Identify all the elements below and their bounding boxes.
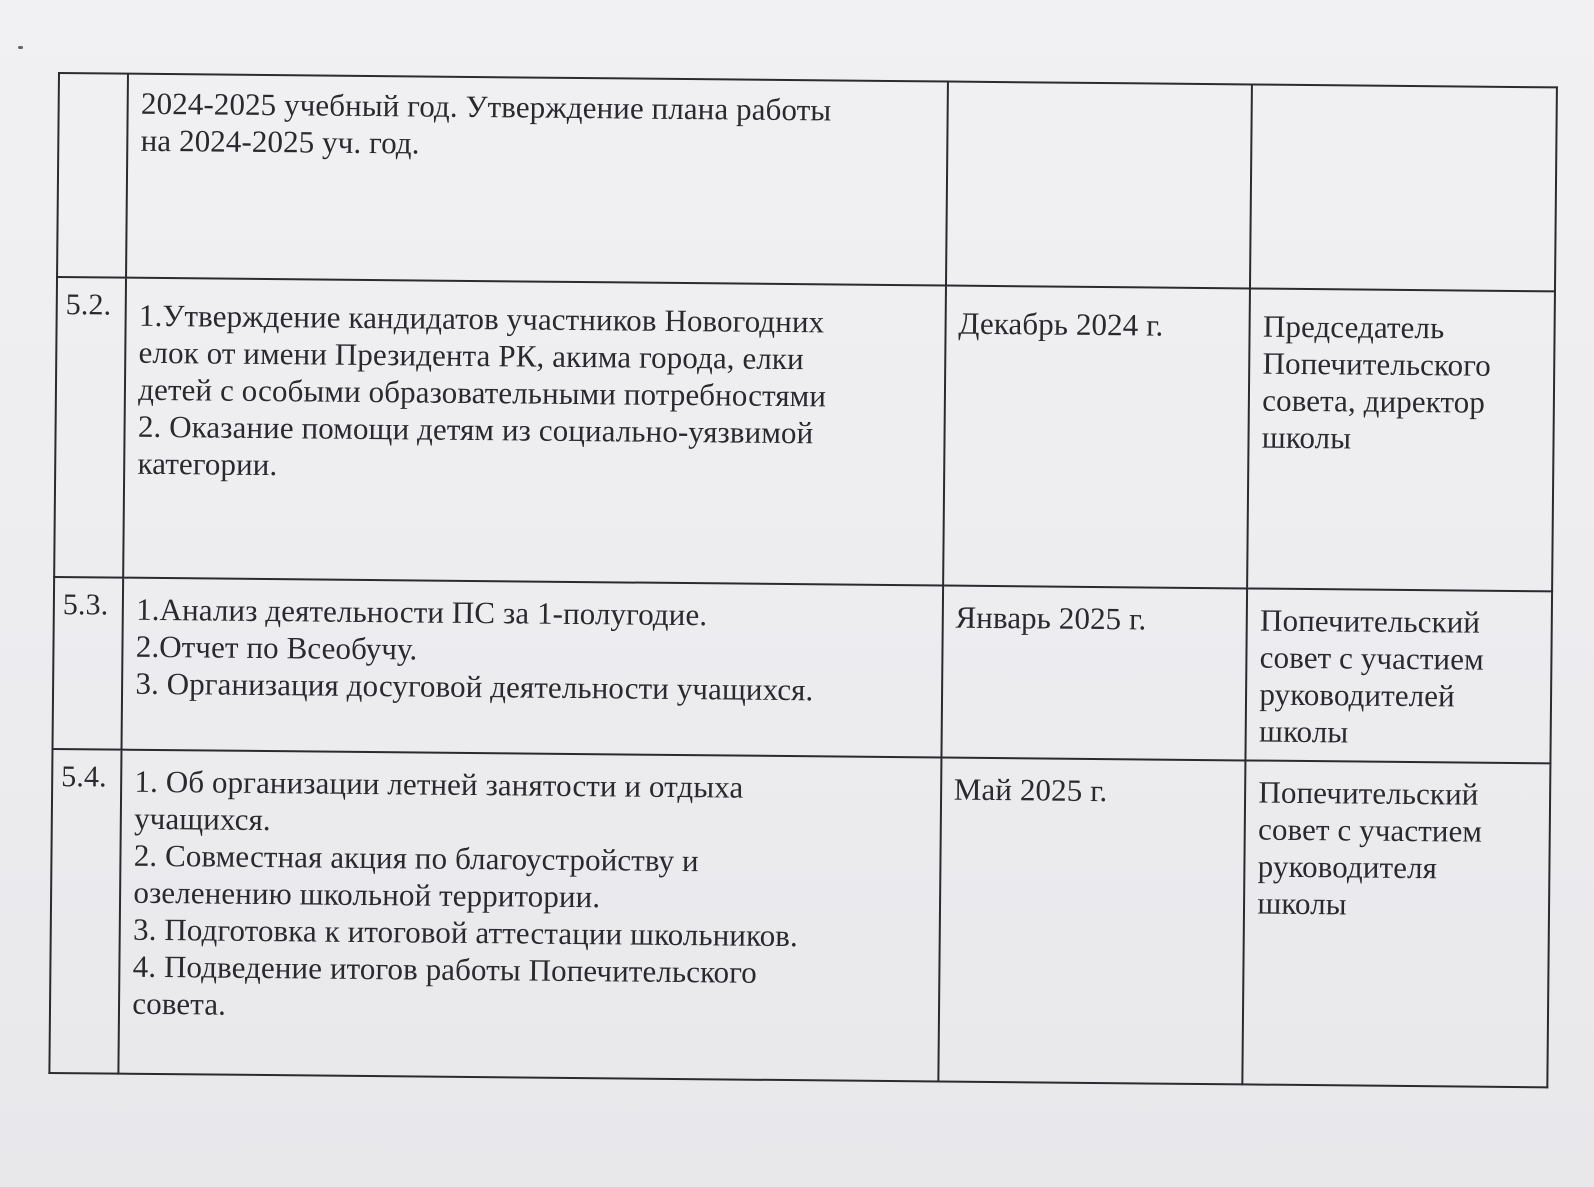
row-content-cell: 2024-2025 учебный год. Утверждение плана работы на 2024-2025 уч. год. <box>126 74 947 286</box>
row-responsible-cell: Попечительский совет с участием руководителей школы <box>1246 588 1552 763</box>
row-content-cell: 1.Анализ деятельности ПС за 1-полугодие. 2.Отчет по Всеобучу. 3. Организация досуговой деятельности учащихся. <box>122 578 943 758</box>
row-responsible-cell: Председатель Попечительского совета, директор школы <box>1247 288 1555 591</box>
table-row <box>57 73 1557 291</box>
table-row <box>49 749 1550 1087</box>
row-date-cell: Май 2025 г. <box>938 758 1246 1085</box>
table-row <box>54 277 1555 591</box>
row-number-cell: 5.2. <box>54 277 126 578</box>
row-responsible-cell: Попечительский совет с участием руководителя школы <box>1243 760 1551 1087</box>
table-row <box>53 577 1553 763</box>
row-number-cell: 5.3. <box>53 577 124 750</box>
row-content-cell: 1. Об организации летней занятости и отдыха учащихся. 2. Совместная акция по благоустройству и озеленению школьной территории. 3. Подготовка к итоговой аттестации школьников. 4. Подведение итогов работы Попечительского совета. <box>119 750 941 1082</box>
row-content-cell: 1.Утверждение кандидатов участников Новогодних елок от имени Президента РК, акима города, елки детей с особыми образовательными потребностями 2. Оказание помощи детям из социально-уязвимой категории. <box>123 278 945 586</box>
row-number-cell: 5.4. <box>49 749 121 1074</box>
paper-speck <box>18 46 23 49</box>
row-number-cell <box>57 73 128 278</box>
row-date-cell <box>946 82 1253 289</box>
plan-table <box>48 72 1558 1088</box>
row-date-cell: Январь 2025 г. <box>941 586 1247 761</box>
row-responsible-cell <box>1250 84 1557 291</box>
row-date-cell: Декабрь 2024 г. <box>943 286 1251 589</box>
